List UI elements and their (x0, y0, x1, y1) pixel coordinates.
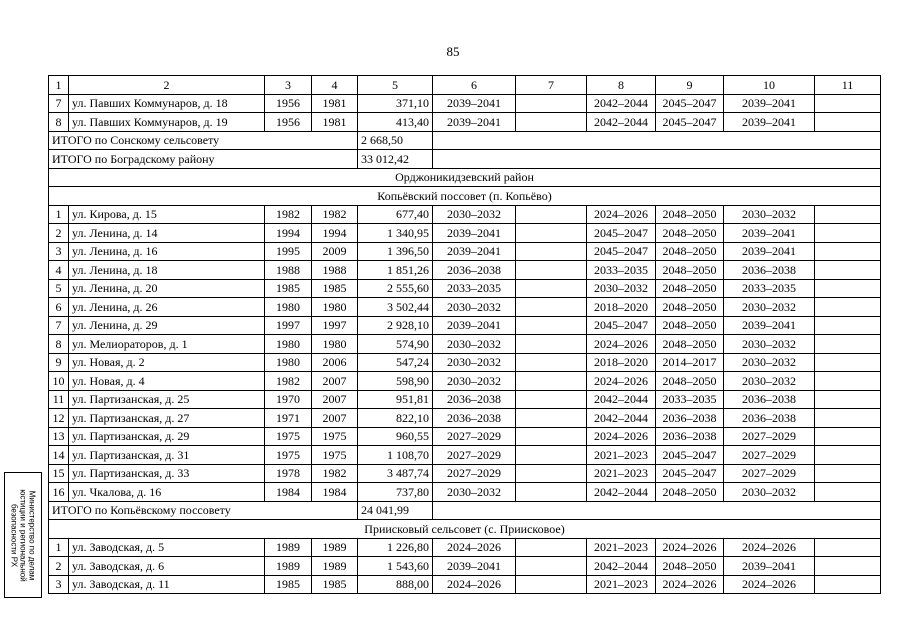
table-cell: 4 (49, 261, 69, 280)
table-cell: 2024–2026 (656, 575, 724, 594)
table-cell (516, 427, 587, 446)
table-cell: 2009 (312, 242, 358, 261)
table-cell: ул. Партизанская, д. 33 (69, 464, 265, 483)
table-cell: 2024–2026 (587, 372, 656, 391)
table-cell: 2033–2035 (724, 279, 815, 298)
stamp-line: безопасности РХ (9, 503, 19, 567)
table-cell: ул. Заводская, д. 11 (69, 575, 265, 594)
table-row (49, 557, 881, 576)
page-number: 85 (446, 44, 460, 59)
table-cell: 1985 (265, 279, 312, 298)
table-cell: 2045–2047 (587, 224, 656, 243)
table-cell: 2027–2029 (724, 464, 815, 483)
table-cell (516, 316, 587, 335)
table-cell: 2048–2050 (656, 279, 724, 298)
table-cell: 10 (49, 372, 69, 391)
table-cell: 1984 (312, 483, 358, 502)
table-row (49, 279, 881, 298)
table-cell: 2036–2038 (656, 427, 724, 446)
table-cell: 2042–2044 (587, 94, 656, 113)
table-cell: 2045–2047 (587, 316, 656, 335)
table-cell: 2030–2032 (724, 335, 815, 354)
table-cell: 2021–2023 (587, 464, 656, 483)
section-title: Приисковый сельсовет (с. Приисковое) (49, 520, 881, 539)
table-cell: 2042–2044 (587, 409, 656, 428)
table-cell: 1980 (265, 298, 312, 317)
table-cell: 5 (49, 279, 69, 298)
table-cell: 2024–2026 (724, 538, 815, 557)
table-cell: 8 (49, 335, 69, 354)
total-row (49, 501, 881, 520)
table-row (49, 113, 881, 132)
table-cell (815, 446, 881, 465)
table-cell: 2030–2032 (433, 353, 516, 372)
table-cell: 2007 (312, 372, 358, 391)
table-cell: 1956 (265, 94, 312, 113)
column-header: 4 (312, 76, 358, 95)
table-cell: 2048–2050 (656, 557, 724, 576)
table-cell: 2036–2038 (724, 390, 815, 409)
table-row (49, 464, 881, 483)
table-cell: 2039–2041 (433, 242, 516, 261)
table-cell: 1982 (312, 464, 358, 483)
table-cell: ул. Павших Коммунаров, д. 18 (69, 94, 265, 113)
table-cell: 2024–2026 (587, 205, 656, 224)
table-cell: ул. Заводская, д. 6 (69, 557, 265, 576)
total-label: ИТОГО по Боградскому району (49, 150, 358, 169)
table-cell (516, 464, 587, 483)
table-cell: 888,00 (358, 575, 433, 594)
table-cell (516, 224, 587, 243)
table-cell: 1997 (265, 316, 312, 335)
table-cell: ул. Новая, д. 4 (69, 372, 265, 391)
table-row (49, 483, 881, 502)
table-cell: 2048–2050 (656, 224, 724, 243)
table-cell: 2 (49, 224, 69, 243)
table-cell: 1978 (265, 464, 312, 483)
table-cell: 2014–2017 (656, 353, 724, 372)
table-cell: 2018–2020 (587, 353, 656, 372)
table-cell (516, 335, 587, 354)
table-cell: 3 (49, 242, 69, 261)
table-row (49, 298, 881, 317)
stamp-line: Министерство по делам (27, 490, 37, 580)
table-cell: 2039–2041 (724, 94, 815, 113)
column-header: 8 (587, 76, 656, 95)
table-cell: 14 (49, 446, 69, 465)
section-row (49, 520, 881, 539)
table-cell: 2036–2038 (656, 409, 724, 428)
table-cell: 2042–2044 (587, 390, 656, 409)
table-cell: ул. Партизанская, д. 25 (69, 390, 265, 409)
table-cell: 1975 (265, 427, 312, 446)
table-cell: 574,90 (358, 335, 433, 354)
table-cell: 2018–2020 (587, 298, 656, 317)
table-cell (516, 261, 587, 280)
table-cell (815, 205, 881, 224)
table-cell: 598,90 (358, 372, 433, 391)
table-cell (815, 575, 881, 594)
table-cell: 2042–2044 (587, 483, 656, 502)
table-cell: 2045–2047 (587, 242, 656, 261)
table-cell: 2033–2035 (656, 390, 724, 409)
table-cell: 822,10 (358, 409, 433, 428)
table-cell: 1956 (265, 113, 312, 132)
table-cell (516, 446, 587, 465)
table-cell: 1988 (312, 261, 358, 280)
table-row (49, 409, 881, 428)
table-cell: 1982 (265, 372, 312, 391)
table-cell: 1985 (312, 575, 358, 594)
table-cell: 1 108,70 (358, 446, 433, 465)
table-cell: 2039–2041 (724, 557, 815, 576)
column-header: 11 (815, 76, 881, 95)
table-cell: 9 (49, 353, 69, 372)
table-cell: ул. Чкалова, д. 16 (69, 483, 265, 502)
table-cell (815, 390, 881, 409)
table-cell: 1980 (312, 335, 358, 354)
table-cell: 1 226,80 (358, 538, 433, 557)
table-cell: 1984 (265, 483, 312, 502)
table-cell: 2039–2041 (724, 224, 815, 243)
section-row (49, 187, 881, 206)
table-cell: 2030–2032 (433, 205, 516, 224)
table-row (49, 242, 881, 261)
table-cell: 2039–2041 (433, 557, 516, 576)
table-cell: 2036–2038 (433, 409, 516, 428)
table-cell: 2039–2041 (433, 224, 516, 243)
table-cell: 2048–2050 (656, 261, 724, 280)
table-cell: 3 502,44 (358, 298, 433, 317)
table-cell: 2030–2032 (724, 483, 815, 502)
table-cell: 1975 (312, 446, 358, 465)
section-title: Копьёвский поссовет (п. Копьёво) (49, 187, 881, 206)
total-value: 2 668,50 (358, 131, 433, 150)
table-cell: 1989 (312, 557, 358, 576)
stamp-line: юстиции и региональной (18, 488, 28, 582)
table-row (49, 94, 881, 113)
header-row (49, 76, 881, 95)
table-cell: 2030–2032 (724, 372, 815, 391)
table-cell: ул. Партизанская, д. 27 (69, 409, 265, 428)
table-cell (815, 372, 881, 391)
table-cell (516, 298, 587, 317)
table-cell: 1980 (312, 298, 358, 317)
table-cell: 2039–2041 (724, 113, 815, 132)
total-label: ИТОГО по Сонскому сельсовету (49, 131, 358, 150)
total-value: 33 012,42 (358, 150, 433, 169)
table-cell (815, 261, 881, 280)
table-cell: 1 (49, 205, 69, 224)
total-row (49, 150, 881, 169)
table-cell: 413,40 (358, 113, 433, 132)
total-row (49, 131, 881, 150)
table-cell: 1 340,95 (358, 224, 433, 243)
table-cell: 2024–2026 (587, 427, 656, 446)
table-cell (516, 409, 587, 428)
table-cell: 2048–2050 (656, 335, 724, 354)
table-cell: 1982 (312, 205, 358, 224)
table-cell (815, 298, 881, 317)
table-cell: 2045–2047 (656, 94, 724, 113)
column-header: 6 (433, 76, 516, 95)
table-cell (516, 538, 587, 557)
table-cell: 2036–2038 (724, 261, 815, 280)
table-cell: 12 (49, 409, 69, 428)
table-cell: 2030–2032 (433, 372, 516, 391)
table-cell: 6 (49, 298, 69, 317)
table-row (49, 390, 881, 409)
table-cell: 1982 (265, 205, 312, 224)
table-cell: ул. Ленина, д. 16 (69, 242, 265, 261)
table-cell: 2048–2050 (656, 298, 724, 317)
table-cell: 2042–2044 (587, 113, 656, 132)
table-cell: ул. Партизанская, д. 31 (69, 446, 265, 465)
table-cell: 2036–2038 (724, 409, 815, 428)
table-row (49, 446, 881, 465)
table-cell: 1989 (312, 538, 358, 557)
table-cell: 2027–2029 (433, 427, 516, 446)
table-cell: 2039–2041 (433, 113, 516, 132)
table-cell: 1985 (312, 279, 358, 298)
table-cell (815, 409, 881, 428)
table-cell: 2048–2050 (656, 205, 724, 224)
table-cell: 371,10 (358, 94, 433, 113)
table-cell: 2024–2026 (433, 575, 516, 594)
table-cell: ул. Павших Коммунаров, д. 19 (69, 113, 265, 132)
table-cell: 2048–2050 (656, 242, 724, 261)
table-cell: 2027–2029 (724, 446, 815, 465)
table-cell: 11 (49, 390, 69, 409)
section-row (49, 168, 881, 187)
table-cell: 2030–2032 (587, 279, 656, 298)
table-cell: ул. Ленина, д. 14 (69, 224, 265, 243)
table-cell (516, 557, 587, 576)
column-header: 9 (656, 76, 724, 95)
table-cell: 2021–2023 (587, 575, 656, 594)
table-cell: 1985 (265, 575, 312, 594)
table-cell (516, 353, 587, 372)
table-cell: ул. Партизанская, д. 29 (69, 427, 265, 446)
table-cell: 2024–2026 (724, 575, 815, 594)
table-cell: 1980 (265, 353, 312, 372)
table-cell: 2030–2032 (724, 298, 815, 317)
table-cell: 1970 (265, 390, 312, 409)
table-cell: 2039–2041 (724, 316, 815, 335)
table-cell: ул. Заводская, д. 5 (69, 538, 265, 557)
table-cell: 1975 (312, 427, 358, 446)
table-cell (815, 483, 881, 502)
table-cell: 16 (49, 483, 69, 502)
table-cell: 2007 (312, 409, 358, 428)
table-cell: ул. Ленина, д. 20 (69, 279, 265, 298)
table-cell (815, 538, 881, 557)
table-cell: 951,81 (358, 390, 433, 409)
table-cell: 1971 (265, 409, 312, 428)
table-row (49, 316, 881, 335)
empty-cell (433, 501, 881, 520)
table-cell: 2030–2032 (433, 335, 516, 354)
table-cell: 2048–2050 (656, 372, 724, 391)
table-cell: 2006 (312, 353, 358, 372)
table-cell: 2007 (312, 390, 358, 409)
table-cell: 3 487,74 (358, 464, 433, 483)
column-header: 7 (516, 76, 587, 95)
table-cell: 1981 (312, 113, 358, 132)
table-row (49, 427, 881, 446)
table-cell: 2021–2023 (587, 446, 656, 465)
table-cell: 2024–2026 (587, 335, 656, 354)
table-cell: 1 851,26 (358, 261, 433, 280)
table-cell: 2033–2035 (433, 279, 516, 298)
table-cell (516, 483, 587, 502)
table-cell: 2045–2047 (656, 464, 724, 483)
table-cell (815, 94, 881, 113)
table-cell: 1 (49, 538, 69, 557)
column-header: 2 (69, 76, 265, 95)
table-cell: 2030–2032 (433, 483, 516, 502)
table-cell: 1 396,50 (358, 242, 433, 261)
table-cell (815, 557, 881, 576)
table-cell: ул. Мелиораторов, д. 1 (69, 335, 265, 354)
table-cell: 1994 (265, 224, 312, 243)
table-cell (516, 94, 587, 113)
table-cell: 1989 (265, 538, 312, 557)
table-cell: ул. Ленина, д. 18 (69, 261, 265, 280)
table-cell: 2021–2023 (587, 538, 656, 557)
table-cell: 2048–2050 (656, 316, 724, 335)
table-cell: ул. Ленина, д. 29 (69, 316, 265, 335)
table-cell: 960,55 (358, 427, 433, 446)
section-title: Орджоникидзевский район (49, 168, 881, 187)
table-cell (815, 242, 881, 261)
table-cell (815, 353, 881, 372)
table-cell: 1997 (312, 316, 358, 335)
table-cell (815, 335, 881, 354)
table-cell: 8 (49, 113, 69, 132)
table-cell (815, 427, 881, 446)
table-cell: 2048–2050 (656, 483, 724, 502)
table-cell (516, 372, 587, 391)
table-cell: 677,40 (358, 205, 433, 224)
table-cell: 2024–2026 (433, 538, 516, 557)
table-cell: 2045–2047 (656, 446, 724, 465)
table-cell (516, 205, 587, 224)
table-cell: 1975 (265, 446, 312, 465)
table-cell (516, 242, 587, 261)
table-row (49, 538, 881, 557)
total-label: ИТОГО по Копьёвскому поссовету (49, 501, 358, 520)
empty-cell (433, 131, 881, 150)
table-cell (516, 279, 587, 298)
table-cell (815, 316, 881, 335)
table-cell: 2042–2044 (587, 557, 656, 576)
table-cell: 1980 (265, 335, 312, 354)
table-cell (815, 224, 881, 243)
table-cell: 1989 (265, 557, 312, 576)
table-cell (516, 390, 587, 409)
table-cell: ул. Новая, д. 2 (69, 353, 265, 372)
empty-cell (433, 150, 881, 169)
table-row (49, 224, 881, 243)
table-cell: 1 543,60 (358, 557, 433, 576)
table-cell: 15 (49, 464, 69, 483)
table-cell: 2045–2047 (656, 113, 724, 132)
table-cell: 2027–2029 (433, 464, 516, 483)
table-row (49, 353, 881, 372)
table-cell: 2036–2038 (433, 261, 516, 280)
table-cell: 2024–2026 (656, 538, 724, 557)
total-value: 24 041,99 (358, 501, 433, 520)
table-cell: 2 555,60 (358, 279, 433, 298)
table-cell: 2030–2032 (433, 298, 516, 317)
table-cell: 2036–2038 (433, 390, 516, 409)
table-cell (815, 464, 881, 483)
table-cell: 3 (49, 575, 69, 594)
table-cell: 7 (49, 94, 69, 113)
table-cell: 1995 (265, 242, 312, 261)
table-cell: ул. Кирова, д. 15 (69, 205, 265, 224)
table-cell: 1981 (312, 94, 358, 113)
table-cell: 2027–2029 (724, 427, 815, 446)
table-cell: 2027–2029 (433, 446, 516, 465)
table-cell: 2 (49, 557, 69, 576)
table-row (49, 205, 881, 224)
column-header: 3 (265, 76, 312, 95)
table-cell (516, 113, 587, 132)
table-cell: 2039–2041 (724, 242, 815, 261)
table-row (49, 372, 881, 391)
table-cell: 737,80 (358, 483, 433, 502)
column-header: 10 (724, 76, 815, 95)
table-cell: 2030–2032 (724, 353, 815, 372)
table-cell: 7 (49, 316, 69, 335)
table-cell: 1988 (265, 261, 312, 280)
table-cell: 13 (49, 427, 69, 446)
table-cell: 2 928,10 (358, 316, 433, 335)
table-cell (516, 575, 587, 594)
table-row (49, 335, 881, 354)
table-cell (815, 113, 881, 132)
table-cell: 2039–2041 (433, 316, 516, 335)
table-row (49, 575, 881, 594)
table-cell (815, 279, 881, 298)
column-header: 1 (49, 76, 69, 95)
registration-stamp (4, 472, 42, 598)
table-cell: 1994 (312, 224, 358, 243)
table-cell: 2030–2032 (724, 205, 815, 224)
housing-repair-schedule-table (48, 75, 881, 594)
table-cell: ул. Ленина, д. 26 (69, 298, 265, 317)
table-cell: 2033–2035 (587, 261, 656, 280)
table-row (49, 261, 881, 280)
column-header: 5 (358, 76, 433, 95)
table-cell: 2039–2041 (433, 94, 516, 113)
table-cell: 547,24 (358, 353, 433, 372)
